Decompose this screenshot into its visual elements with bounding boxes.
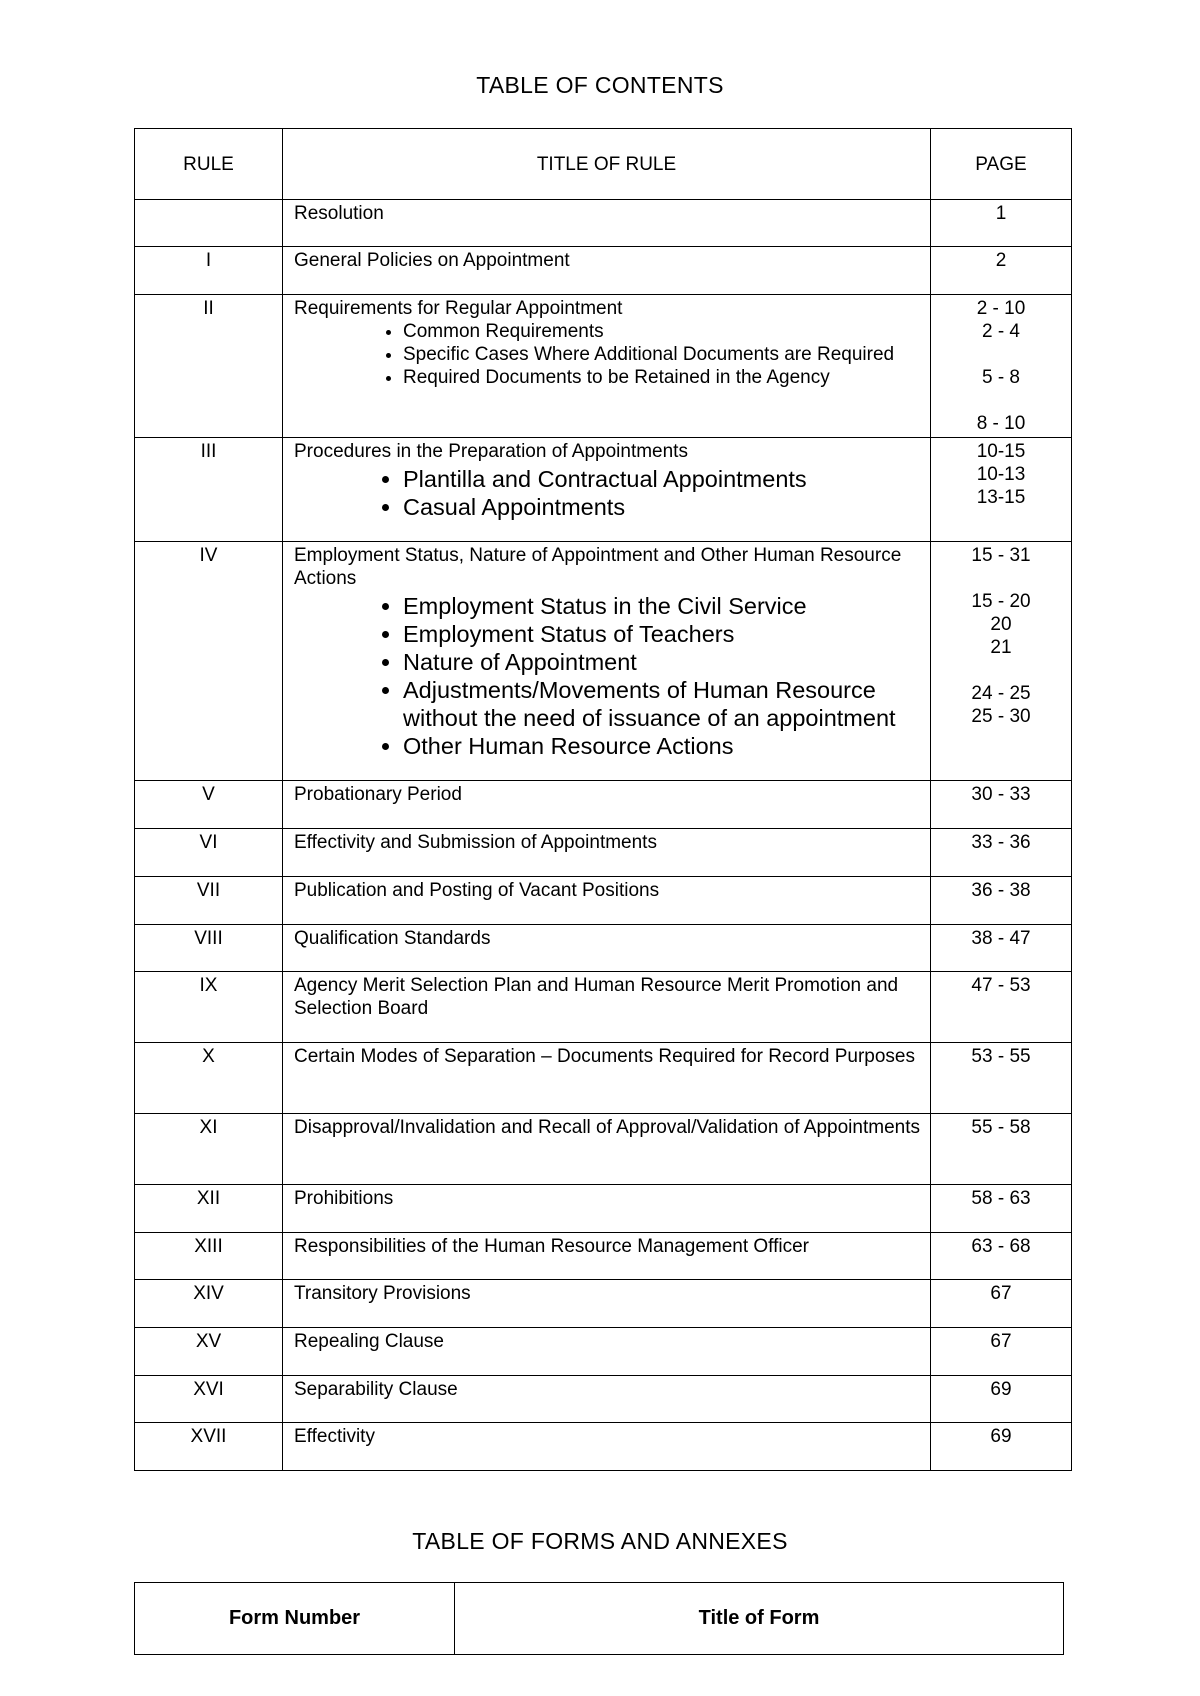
toc-subsection-item: • Required Documents to be Retained in the Agency	[403, 366, 924, 389]
toc-page-cell	[931, 438, 1072, 542]
toc-row	[135, 1233, 1072, 1280]
toc-subsection-item: • Other Human Resource Actions	[403, 732, 924, 760]
toc-subsection-item: • Specific Cases Where Additional Documents are Required	[403, 343, 924, 366]
toc-rule-title-cell	[283, 781, 931, 829]
toc-subsection-item: • Nature of Appointment	[403, 648, 924, 676]
toc-row	[135, 1185, 1072, 1233]
toc-rule-title-cell	[283, 1233, 931, 1280]
toc-page-range	[931, 567, 1071, 590]
toc-rule-number: X	[135, 1043, 283, 1114]
toc-page-cell	[931, 925, 1072, 972]
toc-page-range: 33 - 36	[971, 832, 1031, 853]
toc-rule-title: Effectivity and Submission of Appointments	[294, 832, 657, 853]
toc-rule-title-cell	[283, 829, 931, 877]
toc-page-cell	[931, 829, 1072, 877]
toc-rule-number: VI	[135, 829, 283, 877]
toc-rule-title-cell	[283, 1185, 931, 1233]
toc-subsection-item: • Adjustments/Movements of Human Resource without the need of issuance of an appointment	[403, 676, 924, 732]
toc-title: TABLE OF CONTENTS	[476, 72, 724, 98]
toc-subsection-item: • Employment Status in the Civil Service	[403, 592, 924, 620]
toc-page-range: 10-15	[976, 441, 1026, 462]
toc-rule-title: General Policies on Appointment	[294, 250, 570, 271]
toc-rule-number: XVII	[135, 1423, 283, 1471]
toc-page-range: 30 - 33	[971, 784, 1031, 805]
toc-page-range: 20	[990, 614, 1012, 635]
toc-page-range: 8 - 10	[976, 413, 1026, 434]
toc-page-cell	[931, 1043, 1072, 1114]
toc-page-range: 63 - 68	[971, 1236, 1031, 1257]
toc-page-range: 55 - 58	[971, 1117, 1031, 1138]
toc-page-range: 25 - 30	[971, 706, 1031, 727]
toc-row	[135, 247, 1072, 295]
toc-rule-title: Certain Modes of Separation – Documents Required for Record Purposes	[294, 1046, 915, 1067]
toc-header-title: TITLE OF RULE	[283, 129, 931, 200]
toc-row	[135, 1328, 1072, 1376]
toc-rule-title: Requirements for Regular Appointment	[294, 298, 623, 319]
toc-row	[135, 877, 1072, 925]
toc-rule-number: XIII	[135, 1233, 283, 1280]
toc-rule-title-cell	[283, 1376, 931, 1423]
toc-rule-title: Effectivity	[294, 1426, 375, 1447]
toc-page-cell	[931, 1423, 1072, 1471]
toc-page-cell	[931, 1376, 1072, 1423]
toc-page-range	[931, 389, 1071, 412]
toc-rule-title-cell	[283, 1114, 931, 1185]
toc-subsection-item: • Plantilla and Contractual Appointments	[403, 465, 924, 493]
toc-page-range: 67	[990, 1283, 1012, 1304]
toc-subsection-list	[294, 592, 924, 760]
toc-rule-title-cell	[283, 1328, 931, 1376]
toc-rule-number: IV	[135, 542, 283, 781]
toc-rule-title-cell	[283, 1280, 931, 1328]
toc-page-range: 67	[990, 1331, 1012, 1352]
toc-rule-title: Separability Clause	[294, 1379, 458, 1400]
toc-rule-number: IX	[135, 972, 283, 1043]
toc-page-cell	[931, 295, 1072, 438]
toc-row	[135, 1423, 1072, 1471]
toc-rule-number: VIII	[135, 925, 283, 972]
toc-rule-title: Employment Status, Nature of Appointment and Other Human Resource Actions	[294, 545, 902, 589]
toc-rule-title: Repealing Clause	[294, 1331, 444, 1352]
forms-header-number: Form Number	[135, 1583, 455, 1655]
toc-page-range: 53 - 55	[971, 1046, 1031, 1067]
toc-rule-number: XVI	[135, 1376, 283, 1423]
toc-rule-title-cell	[283, 925, 931, 972]
toc-page-range: 13-15	[976, 487, 1026, 508]
toc-rule-number: VII	[135, 877, 283, 925]
toc-page-cell	[931, 200, 1072, 247]
toc-body	[135, 200, 1072, 1471]
toc-rule-title-cell	[283, 972, 931, 1043]
toc-rule-title-cell	[283, 1423, 931, 1471]
toc-subsection-item: • Common Requirements	[403, 320, 924, 343]
toc-rule-title: Probationary Period	[294, 784, 462, 805]
toc-header-page: PAGE	[931, 129, 1072, 200]
toc-row	[135, 972, 1072, 1043]
toc-rule-title-cell	[283, 247, 931, 295]
toc-page-cell	[931, 877, 1072, 925]
toc-row	[135, 781, 1072, 829]
toc-row	[135, 1376, 1072, 1423]
toc-rule-title: Publication and Posting of Vacant Positions	[294, 880, 660, 901]
toc-row	[135, 200, 1072, 247]
toc-rule-number	[135, 200, 283, 247]
toc-rule-number: I	[135, 247, 283, 295]
toc-rule-number: XIV	[135, 1280, 283, 1328]
toc-rule-number: V	[135, 781, 283, 829]
toc-subsection-item: • Casual Appointments	[403, 493, 924, 521]
forms-title: TABLE OF FORMS AND ANNEXES	[412, 1528, 788, 1554]
toc-rule-title-cell	[283, 438, 931, 542]
toc-row	[135, 829, 1072, 877]
toc-row	[135, 542, 1072, 781]
toc-page-cell	[931, 972, 1072, 1043]
toc-page-range: 15 - 31	[971, 545, 1031, 566]
toc-rule-title-cell	[283, 877, 931, 925]
toc-rule-title: Transitory Provisions	[294, 1283, 471, 1304]
toc-rule-number: III	[135, 438, 283, 542]
toc-page-range: 58 - 63	[971, 1188, 1031, 1209]
toc-row	[135, 1043, 1072, 1114]
toc-header-row	[135, 129, 1072, 200]
toc-page-range: 47 - 53	[971, 975, 1031, 996]
toc-page-range: 2 - 4	[981, 321, 1021, 342]
toc-row	[135, 925, 1072, 972]
toc-page-range: 15 - 20	[971, 591, 1031, 612]
toc-page-range: 21	[990, 637, 1012, 658]
toc-rule-title: Disapproval/Invalidation and Recall of Approval/Validation of Appointments	[294, 1117, 920, 1138]
toc-rule-title: Procedures in the Preparation of Appointments	[294, 441, 688, 462]
toc-page-cell	[931, 247, 1072, 295]
toc-subsection-list	[294, 320, 924, 389]
toc-page-range: 10-13	[976, 464, 1026, 485]
toc-table	[134, 128, 1072, 1471]
toc-page-range: 2 - 10	[976, 298, 1026, 319]
toc-page-range	[931, 659, 1071, 682]
toc-row	[135, 438, 1072, 542]
forms-table	[134, 1582, 1064, 1655]
toc-subsection-list	[294, 465, 924, 521]
toc-rule-number: XI	[135, 1114, 283, 1185]
toc-page-range: 69	[990, 1379, 1012, 1400]
forms-header-row	[135, 1583, 1064, 1655]
toc-rule-title: Responsibilities of the Human Resource Management Officer	[294, 1236, 810, 1257]
toc-rule-title: Resolution	[294, 203, 384, 224]
toc-row	[135, 1114, 1072, 1185]
toc-page-cell	[931, 1233, 1072, 1280]
toc-rule-title: Agency Merit Selection Plan and Human Resource Merit Promotion and Selection Board	[294, 975, 899, 1019]
toc-page-cell	[931, 1280, 1072, 1328]
toc-rule-number: II	[135, 295, 283, 438]
toc-rule-title-cell	[283, 1043, 931, 1114]
toc-rule-title: Prohibitions	[294, 1188, 394, 1209]
toc-page-range: 36 - 38	[971, 880, 1031, 901]
toc-page-range: 1	[995, 203, 1007, 224]
forms-header-title: Title of Form	[455, 1583, 1064, 1655]
toc-rule-title-cell	[283, 200, 931, 247]
toc-page-cell	[931, 1328, 1072, 1376]
toc-page-cell	[931, 1185, 1072, 1233]
toc-page-range: 24 - 25	[971, 683, 1031, 704]
toc-subsection-item: • Employment Status of Teachers	[403, 620, 924, 648]
toc-page-range: 69	[990, 1426, 1012, 1447]
toc-row	[135, 295, 1072, 438]
toc-rule-title: Qualification Standards	[294, 928, 491, 949]
toc-rule-number: XV	[135, 1328, 283, 1376]
toc-page-range	[931, 343, 1071, 366]
toc-rule-number: XII	[135, 1185, 283, 1233]
toc-page-cell	[931, 1114, 1072, 1185]
toc-page-cell	[931, 781, 1072, 829]
toc-header-rule: RULE	[135, 129, 283, 200]
toc-page-range: 38 - 47	[971, 928, 1031, 949]
toc-rule-title-cell	[283, 295, 931, 438]
toc-page-range: 2	[995, 250, 1007, 271]
toc-row	[135, 1280, 1072, 1328]
toc-page-cell	[931, 542, 1072, 781]
toc-page-range: 5 - 8	[981, 367, 1021, 388]
toc-rule-title-cell	[283, 542, 931, 781]
